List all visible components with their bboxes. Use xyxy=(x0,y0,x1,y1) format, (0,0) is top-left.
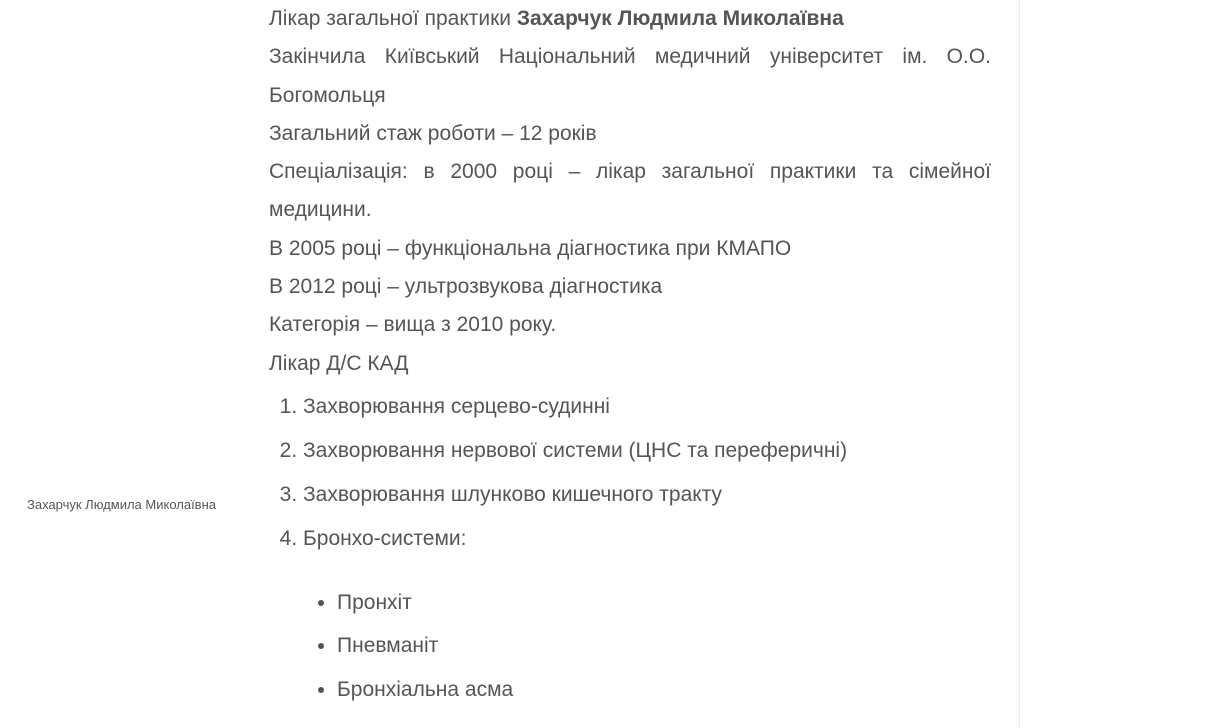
category-text: Категорія – вища з 2010 року. xyxy=(269,313,557,337)
education-text: Закінчила Київський Національний медичний університет ім. О.О. Богомольця xyxy=(269,45,991,107)
conditions-list xyxy=(269,385,991,561)
list-item: 2. Захворювання нервової системи (ЦНС та переферичні) xyxy=(303,429,991,473)
list-item: • Пневманіт xyxy=(337,624,991,668)
list-item: • Пронхіт xyxy=(337,581,991,625)
list-item: • Бронхіальна асма xyxy=(337,668,991,712)
doctor-name: Захарчук Людмила Миколаївна xyxy=(516,7,844,30)
training-2012-text: В 2012 році – ультрозвукова діагностика xyxy=(269,275,663,299)
sidebar-divider xyxy=(1019,0,1020,728)
doctor-title xyxy=(269,0,991,38)
title-prefix: Лікар загальної практики xyxy=(269,7,517,30)
list-item: 3. Захворювання шлунково кишечного тракту xyxy=(303,473,991,517)
doctor-bio xyxy=(269,0,991,711)
specialization-text: Спеціалізація: в 2000 році – лікар загальної практики та сімейної медицини. xyxy=(269,160,991,222)
training-2005-text: В 2005 році – функціональна діагностика при КМАПО xyxy=(269,236,792,260)
list-item: 4. Бронхо-системи: xyxy=(303,517,991,561)
experience-text: Загальний стаж роботи – 12 років xyxy=(269,121,597,145)
position-text: Лікар Д/С КАД xyxy=(269,351,409,375)
photo-caption: Захарчук Людмила Миколаївна xyxy=(27,497,217,512)
bronchial-conditions-list xyxy=(269,581,991,712)
list-item: 1. Захворювання серцево-судинні xyxy=(303,385,991,429)
